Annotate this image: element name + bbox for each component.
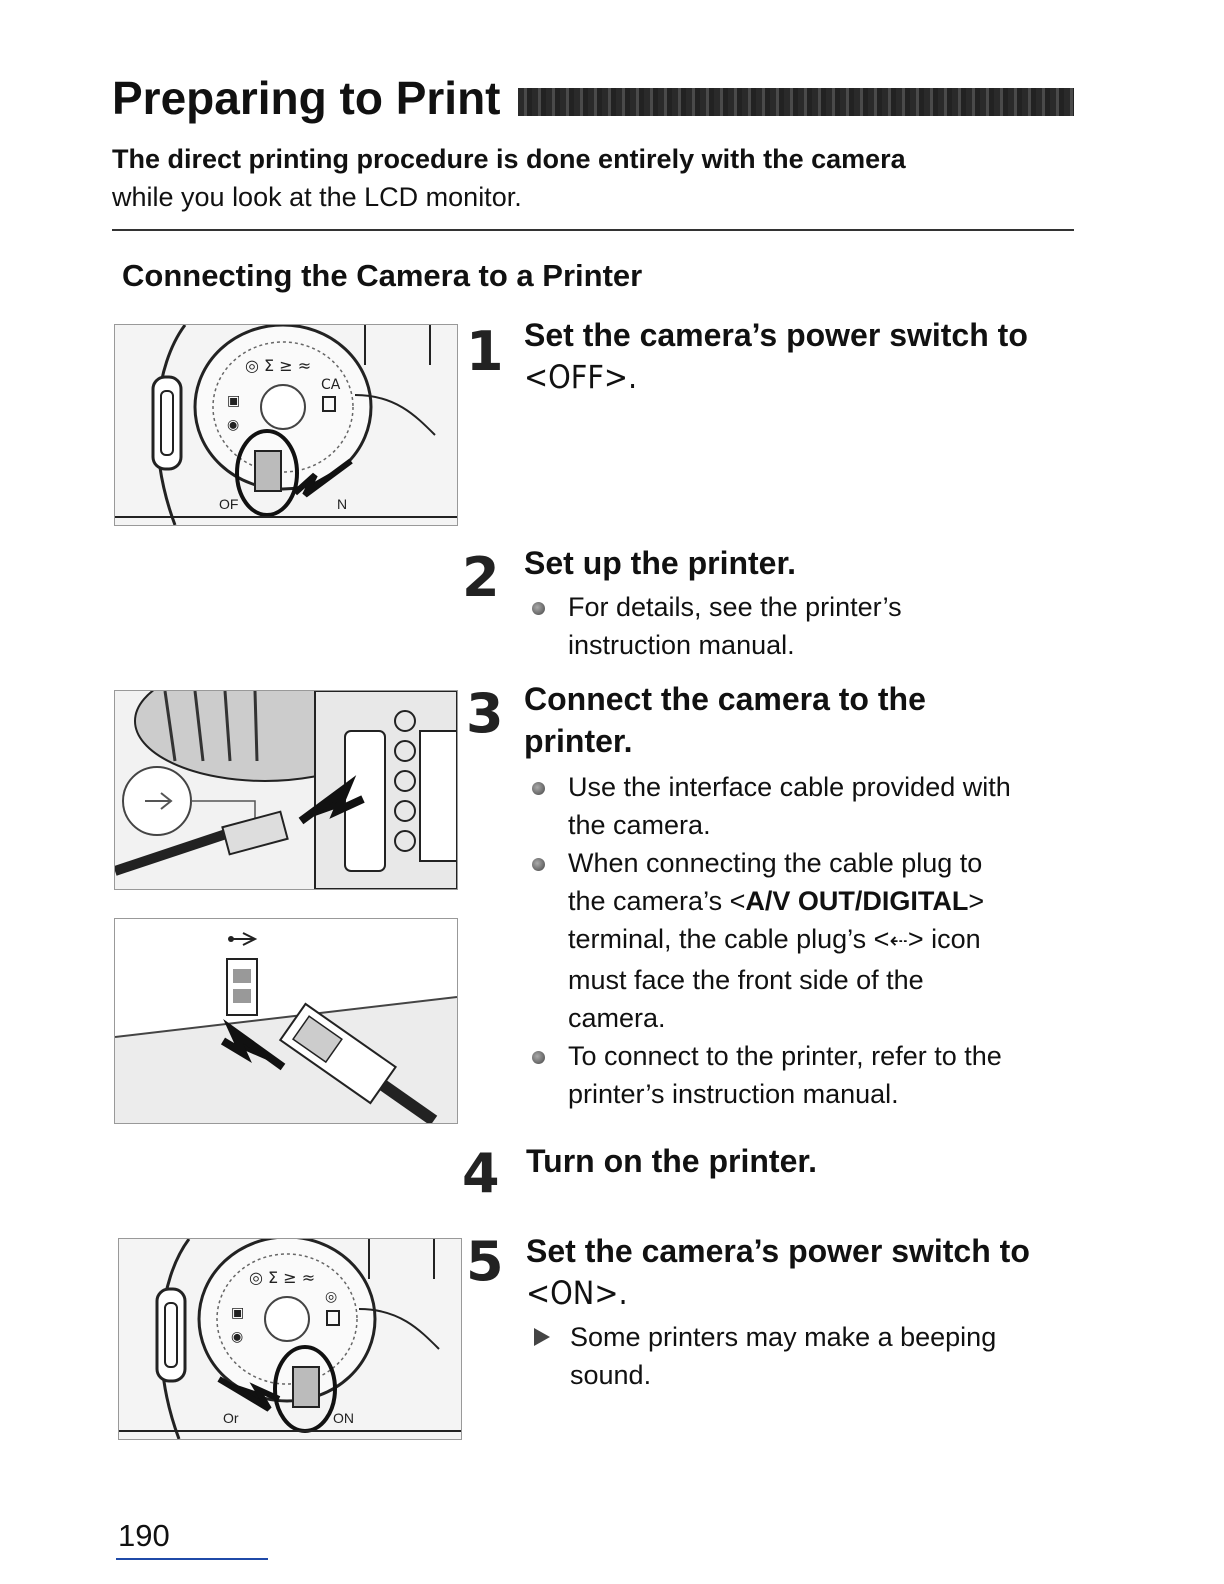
step-5-number: 5 xyxy=(466,1230,504,1293)
svg-text:CA: CA xyxy=(321,377,341,393)
step-3-bullets xyxy=(526,768,1106,1113)
step-2-bullet-line-2: instruction manual. xyxy=(568,630,795,660)
step-3-bullet-2-line-3-post: > icon xyxy=(907,924,981,954)
svg-text:▣: ▣ xyxy=(231,1305,245,1321)
step-1-heading xyxy=(524,314,1084,398)
title-decoration-bar xyxy=(518,88,1074,116)
page-title: Preparing to Print xyxy=(112,72,501,124)
bullet-item xyxy=(526,588,1086,664)
step-5-heading-text: Set the camera’s power switch to xyxy=(526,1233,1030,1269)
illustration-usb-plug xyxy=(114,918,458,1124)
step-3-bullet-2-line-5: camera. xyxy=(568,1003,666,1033)
dial-on-right-label: ON xyxy=(333,1410,354,1426)
illustration-camera-terminal xyxy=(114,690,458,890)
page-number-underline xyxy=(116,1558,268,1560)
svg-text:◎: ◎ xyxy=(325,1289,338,1305)
dial-off-right-label: N xyxy=(337,496,348,512)
step-3-bullet-1-line-1: Use the interface cable provided with xyxy=(568,772,1011,802)
bullet-item xyxy=(528,1318,1088,1394)
step-2-heading: Set up the printer. xyxy=(524,545,797,581)
step-1-heading-text: Set the camera’s power switch to xyxy=(524,317,1028,353)
section-title: Connecting the Camera to a Printer xyxy=(122,258,643,293)
step-3-heading-line-1: Connect the camera to the xyxy=(524,681,926,717)
step-1-heading-sub: <OFF>. xyxy=(524,358,638,396)
bullet-item xyxy=(526,844,1106,1037)
svg-text:◉: ◉ xyxy=(227,417,240,433)
svg-text:◉: ◉ xyxy=(231,1329,244,1345)
step-3-bullet-2-line-1: When connecting the cable plug to xyxy=(568,848,983,878)
step-2-number: 2 xyxy=(462,546,500,609)
bullet-item xyxy=(526,768,1106,844)
intro-bold: The direct printing procedure is done entirely with the camera xyxy=(112,144,906,174)
usb-plug-illustration xyxy=(115,919,457,1123)
illustration-dial-off xyxy=(114,324,458,526)
intro-normal: while you look at the LCD monitor. xyxy=(112,182,522,212)
step-3-bullet-3-line-1: To connect to the printer, refer to the xyxy=(568,1041,1002,1071)
step-3-bullet-1-line-2: the camera. xyxy=(568,810,711,840)
step-5-bullets xyxy=(528,1318,1088,1394)
bullet-dot-icon xyxy=(532,858,545,871)
usb-icon: ⇠ xyxy=(889,929,908,954)
svg-text:▣: ▣ xyxy=(227,393,241,409)
step-5-bullet-line-1: Some printers may make a beeping xyxy=(570,1322,997,1352)
step-3-bullet-2-line-3: terminal, the cable plug’s < xyxy=(568,924,890,954)
step-4-heading: Turn on the printer. xyxy=(526,1143,817,1179)
camera-terminal-illustration xyxy=(115,691,457,889)
step-5-heading xyxy=(526,1230,1086,1314)
intro-text xyxy=(112,140,1072,216)
bullet-dot-icon xyxy=(532,1051,545,1064)
bullet-dot-icon xyxy=(532,782,545,795)
step-5-bullet-line-2: sound. xyxy=(570,1360,652,1390)
bullet-item xyxy=(526,1037,1106,1113)
step-3-bullet-3-line-2: printer’s instruction manual. xyxy=(568,1079,899,1109)
page-number: 190 xyxy=(118,1518,170,1553)
svg-text:◎ Σ ≥ ≈: ◎ Σ ≥ ≈ xyxy=(249,1268,316,1287)
header-divider xyxy=(112,229,1074,231)
step-3-bullet-2-line-4: must face the front side of the xyxy=(568,965,924,995)
step-4-number: 4 xyxy=(462,1142,500,1205)
step-3-number: 3 xyxy=(466,682,504,745)
step-3-heading-line-2: printer. xyxy=(524,723,633,759)
step-5-heading-sub: <ON>. xyxy=(526,1274,628,1312)
result-arrow-icon xyxy=(534,1328,550,1346)
step-1-number: 1 xyxy=(466,320,504,383)
illustration-dial-on xyxy=(118,1238,462,1440)
step-3-heading xyxy=(524,678,1084,762)
step-2-bullet-line-1: For details, see the printer’s xyxy=(568,592,902,622)
camera-dial-on-illustration xyxy=(119,1239,461,1439)
dial-on-left-label: Or xyxy=(223,1410,239,1426)
camera-dial-off-illustration xyxy=(115,325,457,525)
usb-symbol-icon xyxy=(228,933,255,945)
step-3-bullet-2-line-2-post: > xyxy=(968,886,985,916)
bullet-dot-icon xyxy=(532,602,545,615)
svg-text:◎ Σ ≥ ≈: ◎ Σ ≥ ≈ xyxy=(245,356,312,375)
step-2-bullets xyxy=(526,588,1086,664)
terminal-name: A/V OUT/DIGITAL xyxy=(745,886,969,916)
step-3-bullet-2-line-2-pre: the camera’s < xyxy=(568,886,746,916)
dial-off-left-label: OF xyxy=(219,496,239,512)
